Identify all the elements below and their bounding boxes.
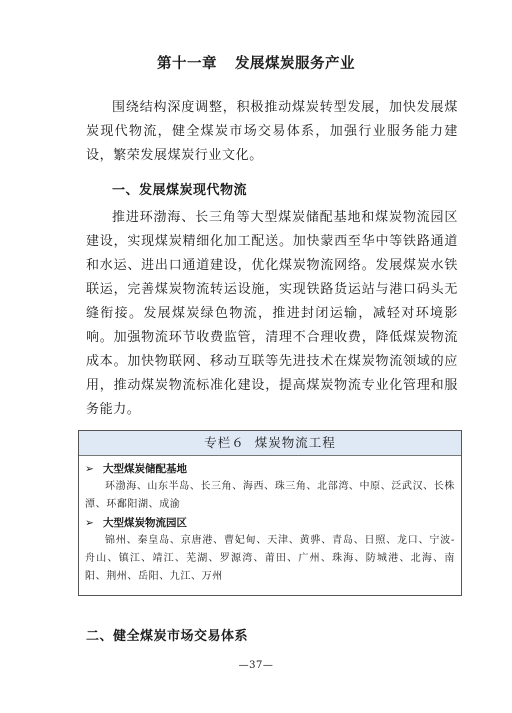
logistics-paragraph: 推进环渤海、长三角等大型煤炭储配基地和煤炭物流园区建设，实现煤炭精细化加工配送。加快蒙西至华中等铁路通道和水运、进出口通道建设，优化煤炭物流网络。发展煤炭水铁联运，完善煤炭物流转运设施，实现铁路货运站与港口码头无缝衔接。发展煤炭绿色物流，推进封闭运输，减轻对环境影响。加强物流环节收费监管，清理不合理收费，降低煤炭物流成本。加快物联网、移动互联等先进技术在煤炭物流领域的应用，推动煤炭物流标准化建设，提高煤炭物流专业化管理和服务能力。 (86, 210, 458, 417)
box-title (79, 431, 461, 456)
box-item-heading-text: 大型煤炭储配基地 (103, 463, 187, 475)
box-title-text: 煤炭物流工程 (254, 435, 336, 450)
box-label: 专栏６ (204, 435, 245, 450)
box-item-heading (85, 460, 455, 478)
chapter-number: 第十一章 (157, 56, 217, 72)
page-number: —37— (238, 660, 274, 671)
section-heading-market: 二、健全煤炭市场交易体系 (86, 629, 249, 644)
arrow-bullet-icon: ➢ (85, 463, 94, 475)
arrow-bullet-icon: ➢ (85, 517, 94, 529)
box-item-text: 环渤海、山东半岛、长三角、海西、珠三角、北部湾、中原、泛武汉、长株潭、环鄱阳湖、成渝 (85, 481, 455, 510)
section-heading-logistics: 一、发展煤炭现代物流 (112, 183, 248, 198)
chapter-name: 发展煤炭服务产业 (235, 56, 355, 72)
box-item-heading-text: 大型煤炭物流园区 (103, 517, 187, 529)
sidebar-box-coal-logistics (78, 430, 462, 596)
box-item-text: 锦州、秦皇岛、京唐港、曹妃甸、天津、黄骅、青岛、日照、龙口、宁波-舟山、镇江、靖江、芜湖、罗源湾、莆田、广州、珠海、防城港、北海、南阳、荆州、岳阳、九江、万州 (85, 535, 455, 582)
box-item-heading (85, 514, 455, 532)
chapter-title (0, 52, 512, 73)
intro-paragraph: 围绕结构深度调整，积极推动煤炭转型发展，加快发展煤炭现代物流，健全煤炭市场交易体系，加强行业服务能力建设，繁荣发展煤炭行业文化。 (86, 100, 458, 163)
box-body (79, 456, 461, 586)
